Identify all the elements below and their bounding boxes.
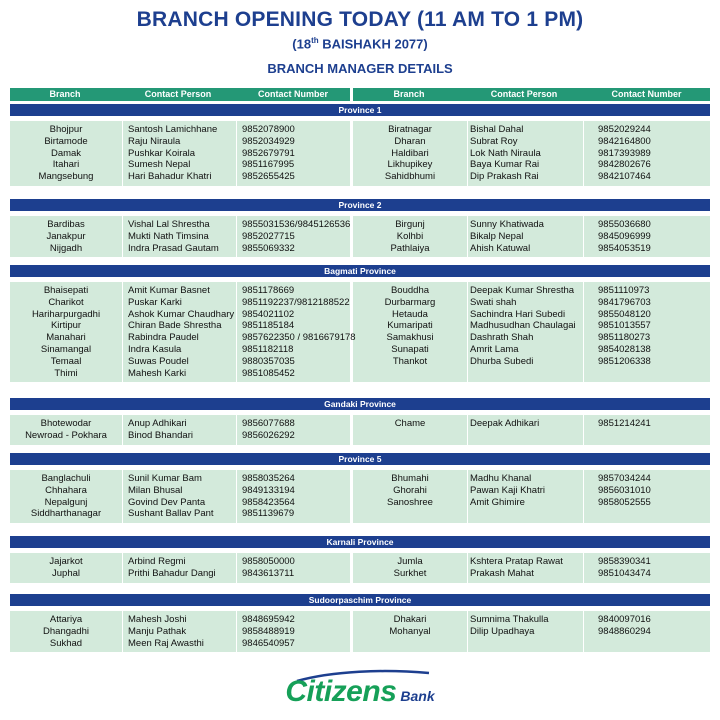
contact-person: Ashok Kumar Chaudhary [128, 308, 235, 320]
contact-number: 9851214241 [598, 418, 651, 429]
column-header-branch: Branch [393, 89, 425, 99]
contact-number: 9846540957 [242, 637, 295, 649]
branch-name: Ghorahi [393, 484, 427, 496]
contact-person: Anup Adhikari [128, 418, 187, 429]
table-row [0, 568, 720, 580]
branch-name: Manahari [46, 332, 86, 344]
branch-name: Biratnagar [388, 124, 432, 135]
contact-number: 9858050000 [242, 556, 295, 567]
branch-name: Sukhad [49, 637, 83, 649]
contact-person: Suwas Poudel [128, 355, 189, 367]
branch-name: Siddharthanagar [30, 508, 102, 520]
contact-person: Indra Prasad Gautam [128, 242, 219, 254]
contact-number: 9851110973 [598, 285, 650, 296]
contact-number: 9851085452 [242, 367, 295, 379]
branch-name: Bhojpur [49, 124, 83, 135]
contact-number: 9848860294 [598, 625, 651, 637]
table-row [0, 418, 720, 430]
contact-person: Amit Kumar Basnet [128, 285, 210, 296]
branch-name: Durbarmarg [384, 296, 436, 308]
table-row [0, 638, 720, 650]
branch-name: Banglachuli [41, 473, 91, 484]
branch-name: Kolhbi [396, 230, 424, 242]
contact-person: Madhu Khanal [470, 473, 532, 484]
table-row [0, 368, 720, 380]
province-header: Province 5 [10, 453, 710, 465]
table-row [0, 219, 720, 231]
contact-number: 9858390341 [598, 556, 651, 567]
column-header-contact-number: Contact Number [257, 89, 328, 99]
contact-person: Bishal Dahal [470, 124, 524, 135]
branch-name: Chhahara [45, 484, 87, 496]
table-row [0, 332, 720, 344]
contact-number: 9848695942 [242, 614, 295, 625]
table-row [0, 626, 720, 638]
contact-person: Madhusudhan Chaulagai [470, 320, 576, 332]
contact-person: Kshtera Pratap Rawat [470, 556, 563, 567]
branch-name: Samakhusi [386, 332, 434, 344]
contact-number: 9851167995 [242, 159, 295, 171]
province-header: Gandaki Province [10, 398, 710, 410]
branch-name: Juphal [52, 567, 80, 579]
table-row [0, 159, 720, 171]
branch-name: Surkhet [393, 567, 427, 579]
branch-name: Itahari [52, 159, 80, 171]
contact-number: 9856026292 [242, 429, 295, 441]
contact-person: Sachindra Hari Subedi [470, 308, 566, 320]
province-header: Bagmati Province [10, 265, 710, 277]
table-row [0, 508, 720, 520]
contact-number: 9854028138 [598, 344, 651, 355]
contact-number: 9842164800 [598, 135, 651, 147]
branch-name: Bhumahi [391, 473, 429, 484]
contact-person: Sunny Khatiwada [470, 219, 544, 230]
contact-number: 9851192237/9812188522 [242, 296, 350, 308]
contact-number: 9852078900 [242, 124, 295, 135]
contact-number: 9858035264 [242, 473, 295, 484]
branch-name: Sunapati [391, 344, 429, 355]
table-row [0, 309, 720, 321]
contact-number: 9854053519 [598, 242, 651, 254]
contact-number: 9842802676 [598, 159, 651, 171]
contact-person: Baya Kumar Rai [470, 159, 540, 171]
contact-number: 9841796703 [598, 296, 651, 308]
contact-number: 9856031010 [598, 484, 651, 496]
contact-person: Sunil Kumar Bam [128, 473, 202, 484]
contact-person: Amrit Lama [470, 344, 519, 355]
contact-number: 9880357035 [242, 355, 295, 367]
table-row [0, 485, 720, 497]
contact-person: Subrat Roy [470, 135, 518, 147]
contact-person: Ahish Katuwal [470, 242, 531, 254]
branch-name: Newroad - Pokhara [25, 429, 107, 441]
contact-person: Pawan Kaji Khatri [470, 484, 545, 496]
contact-person: Puskar Karki [128, 296, 182, 308]
contact-person: Deepak Adhikari [470, 418, 540, 429]
branch-name: Janakpur [46, 230, 86, 242]
contact-person: Deepak Kumar Shrestha [470, 285, 575, 296]
branch-name: Birtamode [44, 135, 88, 147]
contact-person: Raju Niraula [128, 135, 181, 147]
contact-person: Mahesh Karki [128, 367, 187, 379]
branch-name: Likhupikey [387, 159, 433, 171]
table-row [0, 171, 720, 183]
contact-person: Prithi Bahadur Dangi [128, 567, 216, 579]
date-suffix: BAISHAKH 2077) [318, 36, 428, 52]
date-superscript: th [311, 36, 319, 45]
contact-person: Swati shah [470, 296, 517, 308]
contact-person: Govind Dev Panta [128, 496, 206, 508]
contact-person: Mukti Nath Timsina [128, 230, 209, 242]
column-header-contact-number: Contact Number [611, 89, 682, 99]
contact-number: 9852655425 [242, 171, 295, 183]
contact-number: 9852034929 [242, 135, 295, 147]
contact-number: 9852027715 [242, 230, 295, 242]
page-subtitle: BRANCH MANAGER DETAILS [267, 61, 453, 76]
contact-number: 9851013557 [598, 320, 651, 332]
branch-name: Birgunj [395, 219, 425, 230]
branch-name: Thimi [54, 367, 78, 379]
branch-name: Bardibas [47, 219, 85, 230]
contact-number: 9855036680 [598, 219, 651, 230]
contact-person: Indra Kasula [128, 344, 182, 355]
contact-person: Dhurba Subedi [470, 355, 534, 367]
contact-number: 9849133194 [242, 484, 295, 496]
branch-name: Jumla [397, 556, 423, 567]
contact-person: Dilip Upadhaya [470, 625, 535, 637]
contact-person: Vishal Lal Shrestha [128, 219, 210, 230]
contact-person: Manju Pathak [128, 625, 187, 637]
branch-name: Attariya [49, 614, 83, 625]
table-row [0, 344, 720, 356]
contact-number: 9843613711 [242, 567, 295, 579]
column-header-contact-person: Contact Person [490, 89, 558, 99]
branch-name: Dhakari [393, 614, 427, 625]
date-line [0, 36, 720, 51]
contact-number: 9855031536/9845126536 [242, 219, 351, 230]
contact-person: Pushkar Koirala [128, 147, 196, 159]
contact-number: 9855069332 [242, 242, 295, 254]
contact-number: 9842107464 [598, 171, 651, 183]
table-row [0, 473, 720, 485]
logo-name: Citizens [285, 675, 397, 708]
table-row [0, 136, 720, 148]
contact-person: Chiran Bade Shrestha [128, 320, 222, 332]
contact-number: 9858488919 [242, 625, 295, 637]
table-row [0, 356, 720, 368]
table-row [0, 430, 720, 442]
contact-person: Dashrath Shah [470, 332, 534, 344]
contact-number: 9858052555 [598, 496, 651, 508]
contact-number: 9852029244 [598, 124, 651, 135]
branch-name: Charikot [48, 296, 84, 308]
contact-number: 9852679791 [242, 147, 295, 159]
branch-name: Thankot [392, 355, 428, 367]
contact-number: 9817393989 [598, 147, 651, 159]
branch-name: Mangsebung [38, 171, 94, 183]
contact-number: 9845096999 [598, 230, 651, 242]
branch-name: Damak [50, 147, 82, 159]
column-header-branch: Branch [49, 89, 81, 99]
contact-number: 9851139679 [242, 508, 295, 520]
logo-suffix: Bank [400, 688, 435, 704]
branch-name: Pathlaiya [390, 242, 430, 254]
branch-name: Nepalgunj [44, 496, 88, 508]
contact-person: Lok Nath Niraula [470, 147, 541, 159]
contact-person: Mahesh Joshi [128, 614, 187, 625]
contact-person: Milan Bhusal [128, 484, 183, 496]
contact-number: 9856077688 [242, 418, 295, 429]
contact-number: 9855048120 [598, 308, 651, 320]
contact-number: 9858423564 [242, 496, 295, 508]
table-row [0, 297, 720, 309]
contact-person: Amit Ghimire [470, 496, 525, 508]
contact-number: 9851180273 [598, 332, 651, 344]
branch-name: Bhaisepati [43, 285, 89, 296]
column-header-contact-person: Contact Person [144, 89, 212, 99]
table-row [0, 320, 720, 332]
province-header: Karnali Province [10, 536, 710, 548]
contact-person: Sumnima Thakulla [470, 614, 549, 625]
branch-name: Sanoshree [387, 496, 433, 508]
contact-number: 9857622350 / 9816679178 [242, 332, 356, 344]
contact-number: 9840097016 [598, 614, 651, 625]
contact-person: Prakash Mahat [470, 567, 534, 579]
table-row [0, 497, 720, 509]
contact-number: 9851043474 [598, 567, 651, 579]
branch-name: Chame [394, 418, 426, 429]
contact-person: Hari Bahadur Khatri [128, 171, 212, 183]
table-row [0, 614, 720, 626]
branch-name: Mohanyal [389, 625, 431, 637]
column-header-right [353, 88, 710, 101]
branch-name: Hariharpurgadhi [31, 308, 101, 320]
table-row [0, 148, 720, 160]
branch-name: Temaal [50, 355, 82, 367]
page-title: BRANCH OPENING TODAY (11 AM TO 1 PM) [136, 8, 584, 31]
citizens-bank-logo [0, 675, 720, 709]
table-row [0, 124, 720, 136]
contact-person: Rabindra Paudel [128, 332, 199, 344]
branch-name: Sinamangal [40, 344, 92, 355]
branch-name: Hetauda [392, 308, 428, 320]
contact-person: Arbind Regmi [128, 556, 186, 567]
branch-name: Kumaripati [387, 320, 433, 332]
table-row [0, 556, 720, 568]
contact-number: 9851182118 [242, 344, 294, 355]
branch-name: Sahidbhumi [384, 171, 436, 183]
contact-person: Santosh Lamichhane [128, 124, 218, 135]
branch-name: Nijgadh [49, 242, 83, 254]
contact-number: 9851178669 [242, 285, 295, 296]
branch-name: Dhangadhi [43, 625, 89, 637]
contact-person: Dip Prakash Rai [470, 171, 539, 183]
contact-number: 9854021102 [242, 308, 295, 320]
contact-person: Sumesh Nepal [128, 159, 191, 171]
province-header: Province 1 [10, 104, 710, 116]
contact-number: 9857034244 [598, 473, 651, 484]
branch-name: Bhotewodar [40, 418, 92, 429]
branch-name: Dharan [394, 135, 426, 147]
contact-number: 9851185184 [242, 320, 295, 332]
contact-person: Bikalp Nepal [470, 230, 524, 242]
date-prefix: (18 [292, 36, 312, 52]
province-header: Province 2 [10, 199, 710, 211]
table-row [0, 285, 720, 297]
contact-person: Sushant Ballav Pant [128, 508, 214, 520]
table-row [0, 243, 720, 255]
column-header-left [10, 88, 350, 101]
branch-name: Kirtipur [50, 320, 82, 332]
branch-name: Bouddha [390, 285, 430, 296]
contact-number: 9851206338 [598, 355, 651, 367]
province-header: Sudoorpaschim Province [10, 594, 710, 606]
branch-name: Haldibari [391, 147, 429, 159]
contact-person: Meen Raj Awasthi [128, 637, 204, 649]
contact-person: Binod Bhandari [128, 429, 193, 441]
table-row [0, 231, 720, 243]
branch-name: Jajarkot [49, 556, 83, 567]
